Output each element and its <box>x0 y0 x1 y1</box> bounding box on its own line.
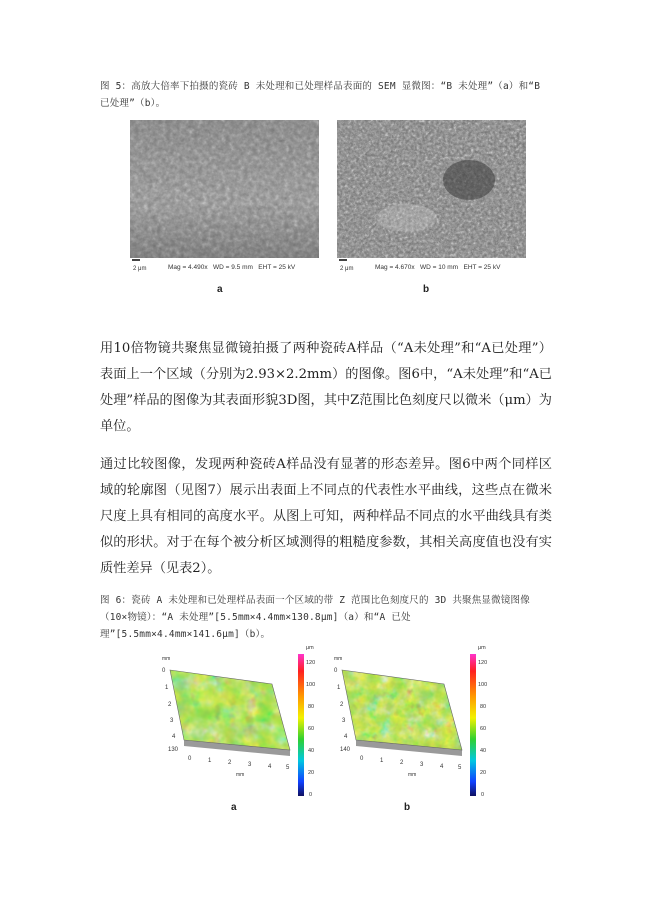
scale-bar <box>132 259 140 261</box>
z-tick: 130 <box>168 747 179 753</box>
figure5-caption: 图 5：高放大倍率下拍摄的瓷砖 B 未处理和已处理样品表面的 SEM 显微图：“B 未处理”（a）和“B 已处理”（b）。 <box>100 81 541 109</box>
x-tick: 5 <box>286 765 290 771</box>
sem-parameters: Mag = 4.490x WD = 9.5 mm EHT = 25 kV <box>168 264 296 271</box>
colorbar-unit: μm <box>306 645 314 651</box>
x-tick: 1 <box>208 758 212 764</box>
surface-3d-treated <box>330 640 490 800</box>
colorbar-tick: 0 <box>481 792 485 798</box>
sem-footer-b <box>337 258 526 277</box>
colorbar-tick: 80 <box>308 704 315 710</box>
sem-footer-a <box>130 258 319 277</box>
y-tick: 1 <box>337 685 341 691</box>
x-tick: 0 <box>188 756 192 762</box>
scale-label: 2 μm <box>133 266 147 272</box>
x-tick: 4 <box>268 764 272 770</box>
y-tick: 1 <box>165 685 169 691</box>
confocal-3d-plot-b <box>330 640 490 800</box>
z-tick: 140 <box>340 747 351 753</box>
colorbar-tick: 100 <box>306 682 316 688</box>
colorbar-tick: 100 <box>478 682 488 688</box>
figure5-label-a: a <box>217 284 223 295</box>
colorbar-tick: 20 <box>308 770 315 776</box>
colorbar-tick: 40 <box>308 748 315 754</box>
x-axis-unit: mm <box>408 772 417 778</box>
colorbar-tick: 120 <box>478 660 488 666</box>
x-tick: 4 <box>440 764 444 770</box>
color-scale-bar <box>298 654 304 796</box>
x-axis-unit: mm <box>236 772 245 778</box>
sem-image-untreated <box>130 120 319 258</box>
y-tick: 4 <box>172 734 176 740</box>
x-tick: 3 <box>248 762 252 768</box>
y-tick: 3 <box>170 718 174 724</box>
sem-micrograph-b <box>337 120 526 277</box>
colorbar-tick: 40 <box>480 748 487 754</box>
color-scale-bar <box>470 654 476 796</box>
axis-unit: mm <box>334 656 343 662</box>
y-tick: 3 <box>342 718 346 724</box>
figure6-label-a: a <box>231 802 237 813</box>
sem-parameters: Mag = 4.670x WD = 10 mm EHT = 25 kV <box>375 264 501 271</box>
x-tick: 5 <box>458 765 462 771</box>
figure5-label-b: b <box>423 284 430 295</box>
confocal-3d-plot-a <box>158 640 318 800</box>
colorbar-tick: 20 <box>480 770 487 776</box>
colorbar-tick: 80 <box>480 704 487 710</box>
y-tick: 0 <box>162 668 166 674</box>
colorbar-tick: 120 <box>306 660 316 666</box>
y-tick: 2 <box>168 702 172 708</box>
x-tick: 2 <box>228 760 232 766</box>
x-tick: 1 <box>380 758 384 764</box>
colorbar-tick: 60 <box>480 726 487 732</box>
surface-3d-untreated <box>158 640 318 800</box>
y-tick: 2 <box>340 702 344 708</box>
x-tick: 2 <box>400 760 404 766</box>
figure6-caption: 图 6：瓷砖 A 未处理和已处理样品表面一个区域的带 Z 范围比色刻度尺的 3D 共聚焦显微镜图像（10×物镜）：“A 未处理”[5.5mm×4.4mm×130.8μm]（a）和“A 已处理”[5.5mm×4.4mm×141.6μm]（b）。 <box>100 595 530 640</box>
figure6-label-b: b <box>404 802 411 813</box>
body-paragraph-1: 用10倍物镜共聚焦显微镜拍摄了两种瓷砖A样品（“A未处理”和“A已处理”）表面上一个区域（分别为2.93×2.2mm）的图像。图6中，“A未处理”和“A已处理”样品的图像为其表面形貌3D图，其中Z范围比色刻度尺以微米（μm）为单位。 <box>100 341 552 434</box>
scale-label: 2 μm <box>340 266 354 272</box>
y-tick: 0 <box>334 668 338 674</box>
sem-image-treated <box>337 120 526 258</box>
colorbar-unit: μm <box>478 645 486 651</box>
body-paragraph-2: 通过比较图像，发现两种瓷砖A样品没有显著的形态差异。图6中两个同样区域的轮廓图（见图7）展示出表面上不同点的代表性水平曲线，这些点在微米尺度上具有相同的高度水平。从图上可知，两种样品不同点的水平曲线具有类似的形状。对于在每个被分析区域测得的粗糙度参数，其相关高度值也没有实质性差异（见表2）。 <box>100 457 552 576</box>
axis-unit: mm <box>162 656 171 662</box>
x-tick: 0 <box>360 756 364 762</box>
colorbar-tick: 0 <box>309 792 313 798</box>
scale-bar <box>339 259 347 261</box>
y-tick: 4 <box>344 734 348 740</box>
x-tick: 3 <box>420 762 424 768</box>
colorbar-tick: 60 <box>308 726 315 732</box>
sem-micrograph-a <box>130 120 319 277</box>
